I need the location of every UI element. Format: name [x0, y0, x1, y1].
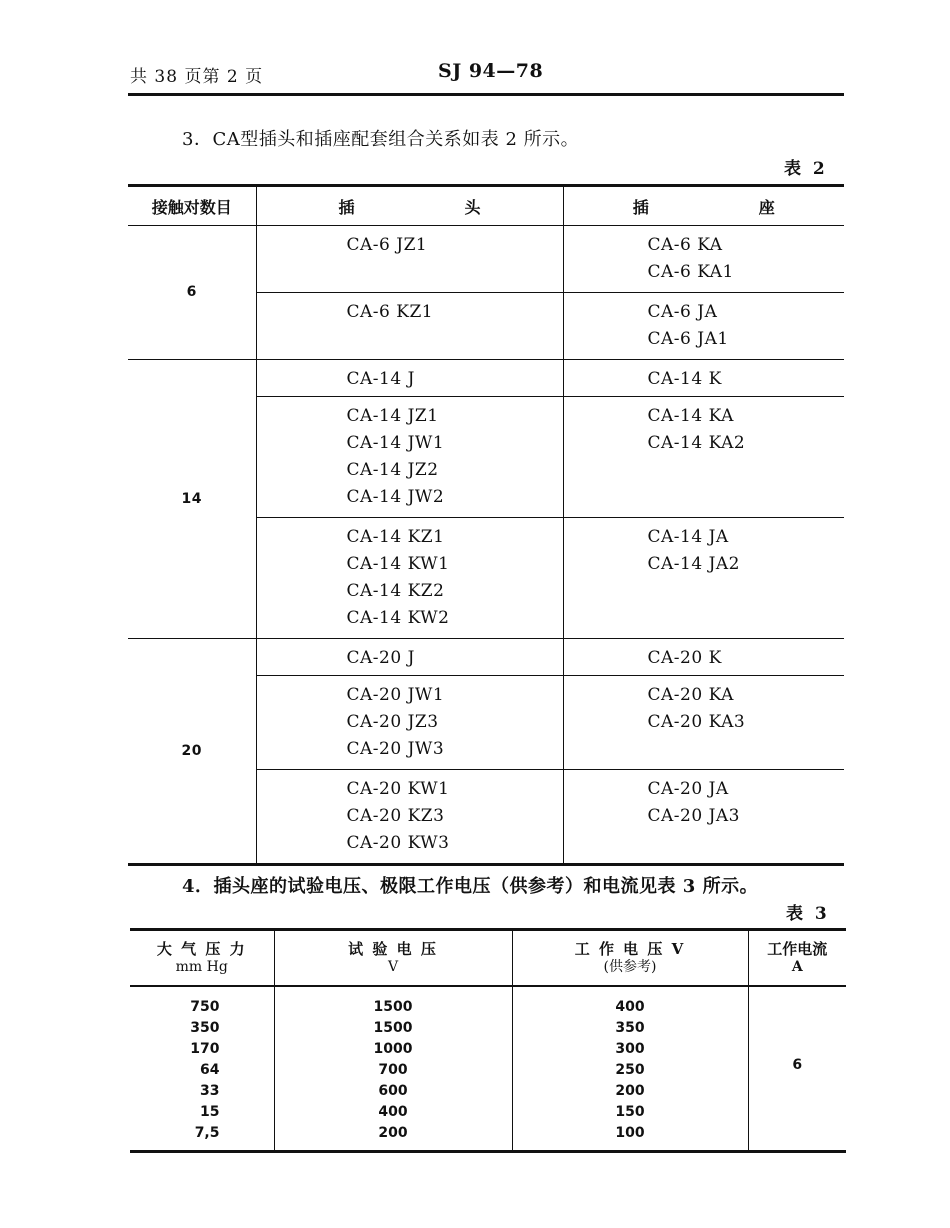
pressure-value: 350	[190, 1020, 220, 1036]
contact-count-cell	[128, 360, 256, 639]
socket-model: CA-20 KA3	[647, 712, 746, 732]
plug-model: CA-20 JZ3	[346, 712, 439, 732]
plug-model: CA-20 JW3	[346, 739, 445, 759]
current-value-cell	[748, 986, 846, 1152]
plug-model: CA-14 KZ2	[346, 581, 445, 601]
plug-model: CA-20 KW1	[346, 779, 450, 799]
contact-count-header	[128, 186, 256, 226]
pressure-header-label: 大 气 压 力	[156, 940, 247, 958]
test-voltage-value: 1000	[373, 1041, 413, 1057]
current-value: 6	[792, 1057, 803, 1073]
plug-model: CA-14 JW1	[346, 433, 445, 453]
socket-cell	[563, 518, 844, 639]
plug-model: CA-14 JZ2	[346, 460, 439, 480]
socket-model: CA-14 JA	[647, 527, 729, 547]
pressure-value: 15	[200, 1104, 220, 1120]
table-3-label: 表 3	[786, 904, 830, 924]
work-voltage-values	[512, 986, 748, 1152]
plug-cell	[256, 676, 563, 770]
socket-model: CA-14 JA2	[647, 554, 740, 574]
current-header-label: 工作电流	[767, 940, 828, 958]
socket-cell	[563, 770, 844, 865]
contact-count-cell	[128, 226, 256, 360]
test-voltage-value: 600	[378, 1083, 408, 1099]
work-voltage-value: 350	[615, 1020, 645, 1036]
work-voltage-header-label: 工 作 电 压 V	[574, 940, 686, 958]
test-voltage-value: 400	[378, 1104, 408, 1120]
test-voltage-header	[274, 930, 512, 987]
work-voltage-note: (供参考)	[603, 959, 657, 975]
socket-model: CA-6 JA1	[647, 329, 729, 349]
plug-model: CA-20 KW3	[346, 833, 450, 853]
table-2	[128, 184, 844, 866]
test-voltage-value: 1500	[373, 999, 413, 1015]
test-voltage-value: 200	[378, 1125, 408, 1141]
socket-model: CA-6 JA	[647, 302, 718, 322]
contact-count: 14	[181, 490, 202, 507]
current-header	[748, 930, 846, 987]
section-4-text: 4．插头座的试验电压、极限工作电压（供参考）和电流见表 3 所示。	[182, 876, 759, 897]
plug-model: CA-6 KZ1	[346, 302, 434, 322]
socket-header	[563, 186, 844, 226]
plug-cell	[256, 226, 563, 293]
table-2-header-row	[128, 186, 844, 226]
socket-model: CA-20 JA3	[647, 806, 740, 826]
pressure-value: 170	[190, 1041, 220, 1057]
contact-count: 6	[186, 284, 197, 300]
test-voltage-unit: V	[387, 959, 399, 975]
pressure-value: 750	[190, 999, 220, 1015]
socket-model: CA-14 KA2	[647, 433, 746, 453]
test-voltage-value: 1500	[373, 1020, 413, 1036]
header-divider	[128, 93, 844, 96]
table-2-row	[128, 226, 844, 293]
plug-model: CA-14 JZ1	[346, 406, 439, 426]
plug-cell	[256, 397, 563, 518]
pressure-value: 33	[200, 1083, 220, 1099]
plug-model: CA-20 KZ3	[346, 806, 445, 826]
socket-cell	[563, 360, 844, 397]
contact-count-cell	[128, 639, 256, 865]
plug-model: CA-14 KW2	[346, 608, 450, 628]
plug-cell	[256, 360, 563, 397]
plug-model: CA-14 JW2	[346, 487, 445, 507]
plug-cell	[256, 770, 563, 865]
pressure-value: 64	[200, 1062, 220, 1078]
work-voltage-value: 150	[615, 1104, 645, 1120]
plug-header	[256, 186, 563, 226]
work-voltage-value: 300	[615, 1041, 645, 1057]
plug-model: CA-14 J	[346, 369, 415, 389]
pressure-unit: mm Hg	[175, 959, 228, 975]
socket-model: CA-14 KA	[647, 406, 734, 426]
work-voltage-header	[512, 930, 748, 987]
pressure-value: 7,5	[194, 1125, 220, 1141]
socket-model: CA-20 KA	[647, 685, 734, 705]
plug-model: CA-20 JW1	[346, 685, 445, 705]
work-voltage-value: 250	[615, 1062, 645, 1078]
socket-model: CA-20 K	[647, 648, 722, 668]
plug-header-char-1: 插	[338, 197, 355, 217]
socket-header-char-1: 插	[632, 197, 649, 217]
socket-header-char-2: 座	[758, 197, 775, 217]
pressure-values	[130, 986, 274, 1152]
test-voltage-value: 700	[378, 1062, 408, 1078]
test-voltage-header-label: 试 验 电 压	[348, 940, 438, 958]
table-3-header-row	[130, 930, 846, 987]
plug-model: CA-6 JZ1	[346, 235, 428, 255]
contact-count-header-label: 接触对数目	[151, 197, 232, 217]
socket-cell	[563, 226, 844, 293]
socket-cell	[563, 639, 844, 676]
socket-cell	[563, 293, 844, 360]
section-3-text: 3．CA型插头和插座配套组合关系如表 2 所示。	[182, 129, 580, 150]
page-info: 共 38 页第 2 页	[130, 67, 264, 87]
socket-model: CA-6 KA	[647, 235, 723, 255]
work-voltage-value: 100	[615, 1125, 645, 1141]
plug-model: CA-14 KW1	[346, 554, 450, 574]
table-2-label: 表 2	[784, 159, 828, 179]
socket-model: CA-14 K	[647, 369, 722, 389]
plug-cell	[256, 293, 563, 360]
plug-model: CA-14 KZ1	[346, 527, 445, 547]
table-3-data-row	[130, 986, 846, 1152]
socket-cell	[563, 397, 844, 518]
table-3	[130, 928, 846, 1153]
test-voltage-values	[274, 986, 512, 1152]
pressure-header	[130, 930, 274, 987]
socket-cell	[563, 676, 844, 770]
plug-header-char-2: 头	[464, 197, 481, 217]
current-unit: A	[791, 959, 803, 975]
standard-code: SJ 94—78	[438, 60, 544, 82]
plug-model: CA-20 J	[346, 648, 415, 668]
plug-cell	[256, 639, 563, 676]
contact-count: 20	[181, 742, 202, 759]
socket-model: CA-6 KA1	[647, 262, 734, 282]
table-2-row	[128, 360, 844, 397]
socket-model: CA-20 JA	[647, 779, 729, 799]
work-voltage-value: 200	[615, 1083, 645, 1099]
plug-cell	[256, 518, 563, 639]
work-voltage-value: 400	[615, 999, 645, 1015]
table-2-row	[128, 639, 844, 676]
